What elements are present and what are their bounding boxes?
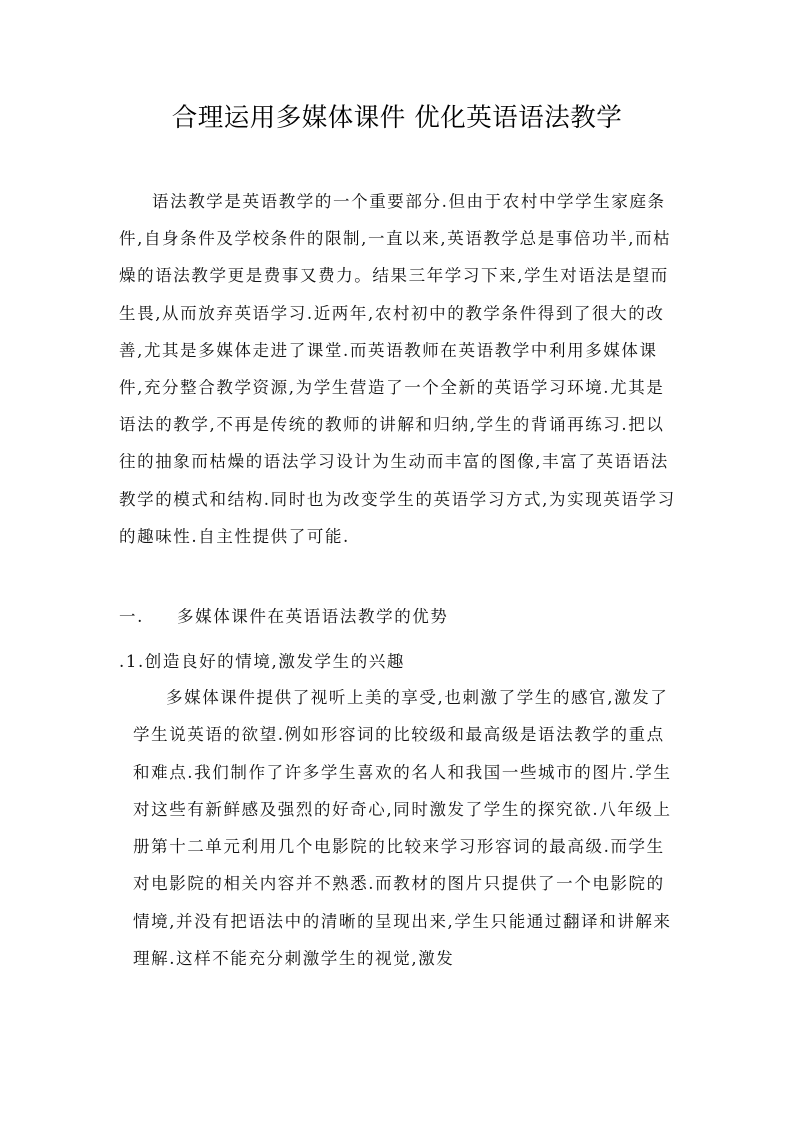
- section-heading-text: 多媒体课件在英语语法教学的优势: [177, 607, 449, 626]
- section-heading: [119, 598, 449, 635]
- document-title: 合理运用多媒体课件 优化英语语法教学: [171, 103, 623, 133]
- subsection-paragraph: 多媒体课件提供了视听上美的享受,也刺激了学生的感官,激发了学生说英语的欲望.例如形容词的比较级和最高级是语法教学的重点和难点.我们制作了许多学生喜欢的名人和我国一些城市的图片.学生对这些有新鲜感及强烈的好奇心,同时激发了学生的探究欲.八年级上册第十二单元利用几个电影院的比较来学习形容词的最高级.而学生对电影院的相关内容并不熟悉.而教材的图片只提供了一个电影院的情境,并没有把语法中的清晰的呈现出来,学生只能通过翻译和讲解来理解.这样不能充分刺激学生的视觉,激发: [133, 688, 672, 969]
- intro-paragraph: 语法教学是英语教学的一个重要部分.但由于农村中学学生家庭条件,自身条件及学校条件的限制,一直以来,英语教学总是事倍功半,而枯燥的语法教学更是费事又费力。结果三年学习下来,学生对语法是望而生畏,从而放弃英语学习.近两年,农村初中的教学条件得到了很大的改善,尤其是多媒体走进了课堂.而英语教师在英语教学中利用多媒体课件,充分整合教学资源,为学生营造了一个全新的英语学习环境.尤其是语法的教学,不再是传统的教师的讲解和归纳,学生的背诵再练习.把以往的抽象而枯燥的语法学习设计为生动而丰富的图像,丰富了英语语法教学的模式和结构.同时也为改变学生的英语学习方式,为实现英语学习的趣味性.自主性提供了可能.: [119, 192, 676, 546]
- subsection-heading: .1.创造良好的情境,激发学生的兴趣: [119, 652, 406, 671]
- section-number: 一.: [119, 607, 144, 626]
